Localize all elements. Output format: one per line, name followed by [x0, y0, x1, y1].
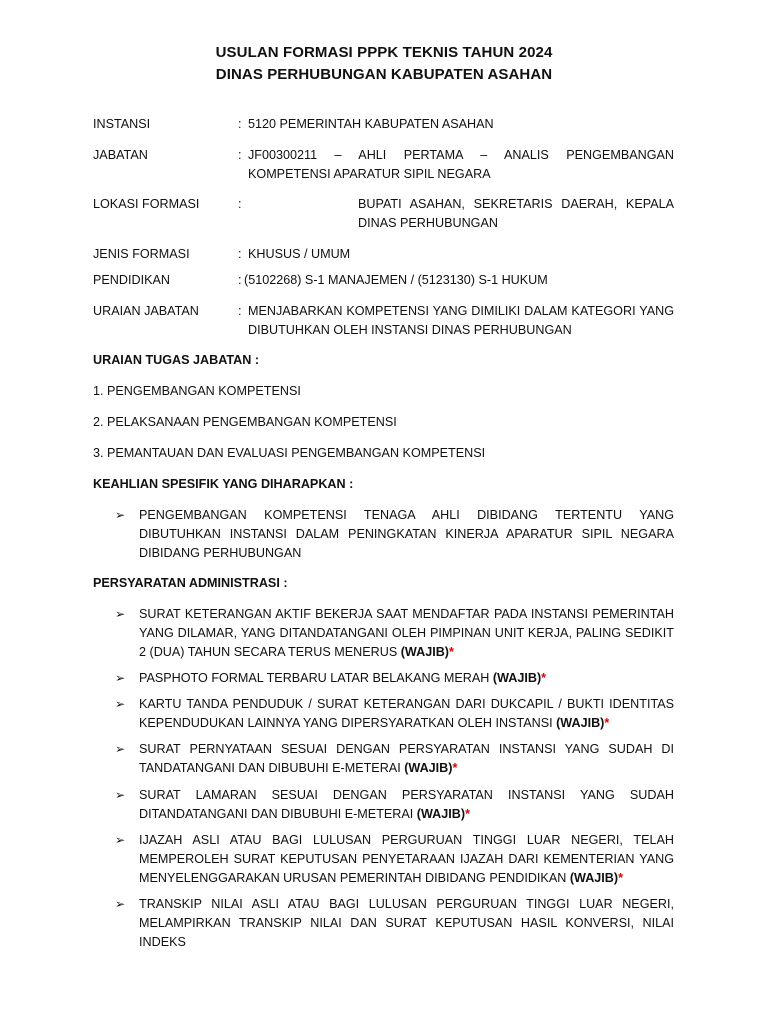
- list-item-text: IJAZAH ASLI ATAU BAGI LULUSAN PERGURUAN TINGGI LUAR NEGERI, TELAH MEMPEROLEH SURAT KEPUTUSAN PENYETARAAN IJAZAH DARI KEMENTERIAN YANG MENYELENGGARAKAN URUSAN PEMERINTAH DIBIDANG PENDIDIKAN: [139, 833, 674, 885]
- list-item: [93, 695, 674, 733]
- field-value: MENJABARKAN KOMPETENSI YANG DIMILIKI DALAM KATEGORI YANG DIBUTUHKAN OLEH INSTANSI DINAS PERHUBUNGAN: [248, 304, 674, 337]
- section-heading-persyaratan: PERSYARATAN ADMINISTRASI :: [93, 576, 288, 590]
- list-item: [93, 786, 674, 824]
- field-pendidikan: [93, 271, 674, 290]
- field-value: JF00300211 – AHLI PERTAMA – ANALIS PENGEMBANGAN KOMPETENSI APARATUR SIPIL NEGARA: [248, 148, 674, 181]
- wajib-label: (WAJIB): [404, 760, 453, 775]
- list-item: 2. PELAKSANAAN PENGEMBANGAN KOMPETENSI: [93, 415, 397, 429]
- required-star: *: [449, 644, 454, 659]
- required-star: *: [541, 671, 547, 685]
- required-star: *: [465, 806, 470, 821]
- list-item: [93, 895, 674, 952]
- field-label: JABATAN: [93, 148, 148, 162]
- field-instansi: [93, 115, 674, 134]
- field-colon: :: [238, 247, 242, 261]
- field-jabatan: [93, 146, 674, 183]
- required-star: *: [452, 760, 458, 775]
- field-colon: :: [238, 304, 242, 318]
- field-label: URAIAN JABATAN: [93, 304, 199, 318]
- arrow-bullet-icon: ➢: [115, 788, 126, 802]
- list-item: 1. PENGEMBANGAN KOMPETENSI: [93, 384, 301, 398]
- wajib-label: (WAJIB): [416, 806, 466, 821]
- required-star: *: [604, 715, 610, 730]
- document-title: USULAN FORMASI PPPK TEKNIS TAHUN 2024: [215, 44, 553, 61]
- required-star: *: [618, 870, 624, 885]
- list-item-text: SURAT KETERANGAN AKTIF BEKERJA SAAT MENDAFTAR PADA INSTANSI PEMERINTAH YANG DILAMAR, YANG DITANDATANGANI OLEH PIMPINAN UNIT KERJA, PALING SEDIKIT 2 (DUA) TAHUN SECARA TERUS MENERUS: [139, 607, 674, 659]
- field-colon: :: [238, 148, 242, 162]
- field-colon: :: [238, 273, 242, 287]
- field-label: PENDIDIKAN: [93, 273, 170, 287]
- list-item-text: PENGEMBANGAN KOMPETENSI TENAGA AHLI DIBIDANG TERTENTU YANG DIBUTUHKAN INSTANSI DALAM PENINGKATAN KINERJA APARATUR SIPIL NEGARA DIBIDANG PERHUBUNGAN: [139, 508, 674, 560]
- wajib-label: (WAJIB): [556, 715, 605, 730]
- section-heading-tugas: URAIAN TUGAS JABATAN :: [93, 353, 260, 367]
- field-value: (5102268) S-1 MANAJEMEN / (5123130) S-1 HUKUM: [244, 273, 548, 287]
- list-item-text: SURAT PERNYATAAN SESUAI DENGAN PERSYARATAN INSTANSI YANG SUDAH DI TANDATANGANI DAN DIBUBUHI E-METERAI: [139, 742, 674, 775]
- field-colon: :: [238, 117, 242, 131]
- field-value: KHUSUS / UMUM: [248, 247, 351, 261]
- arrow-bullet-icon: ➢: [115, 508, 126, 522]
- list-item-text: PASPHOTO FORMAL TERBARU LATAR BELAKANG MERAH: [139, 671, 490, 685]
- wajib-label: (WAJIB): [492, 671, 542, 685]
- field-label: INSTANSI: [93, 117, 151, 131]
- arrow-bullet-icon: ➢: [115, 671, 126, 685]
- list-item: [93, 506, 674, 563]
- field-value: 5120 PEMERINTAH KABUPATEN ASAHAN: [248, 117, 494, 131]
- list-item-text: TRANSKIP NILAI ASLI ATAU BAGI LULUSAN PERGURUAN TINGGI LUAR NEGERI, MELAMPIRKAN TRANSKIP NILAI DAN SURAT KEPUTUSAN HASIL KONVERSI, NILAI INDEKS: [139, 897, 674, 949]
- list-item: [93, 740, 674, 778]
- field-value: BUPATI ASAHAN, SEKRETARIS DAERAH, KEPALA DINAS PERHUBUNGAN: [358, 197, 674, 230]
- field-uraian-jabatan: [93, 302, 674, 339]
- list-item: [93, 669, 674, 688]
- document-subtitle: DINAS PERHUBUNGAN KABUPATEN ASAHAN: [215, 66, 553, 83]
- field-label: LOKASI FORMASI: [93, 197, 200, 211]
- list-item: [93, 605, 674, 662]
- arrow-bullet-icon: ➢: [115, 897, 126, 911]
- section-heading-keahlian: KEAHLIAN SPESIFIK YANG DIHARAPKAN :: [93, 477, 354, 491]
- wajib-label: (WAJIB): [400, 644, 449, 659]
- arrow-bullet-icon: ➢: [115, 833, 126, 847]
- arrow-bullet-icon: ➢: [115, 607, 126, 621]
- field-jenis: [93, 245, 674, 264]
- list-item-text: SURAT LAMARAN SESUAI DENGAN PERSYARATAN INSTANSI YANG SUDAH DITANDATANGANI DAN DIBUBUHI E-METERAI: [139, 788, 674, 821]
- arrow-bullet-icon: ➢: [115, 742, 126, 756]
- list-item: 3. PEMANTAUAN DAN EVALUASI PENGEMBANGAN KOMPETENSI: [93, 446, 486, 460]
- list-item: [93, 831, 674, 888]
- field-lokasi: [93, 195, 674, 232]
- list-item-text: KARTU TANDA PENDUDUK / SURAT KETERANGAN DARI DUKCAPIL / BUKTI IDENTITAS KEPENDUDUKAN LAINNYA YANG DIPERSYARATKAN OLEH INSTANSI: [139, 697, 674, 730]
- field-colon: :: [238, 197, 242, 211]
- arrow-bullet-icon: ➢: [115, 697, 126, 711]
- wajib-label: (WAJIB): [569, 870, 619, 885]
- field-label: JENIS FORMASI: [93, 247, 190, 261]
